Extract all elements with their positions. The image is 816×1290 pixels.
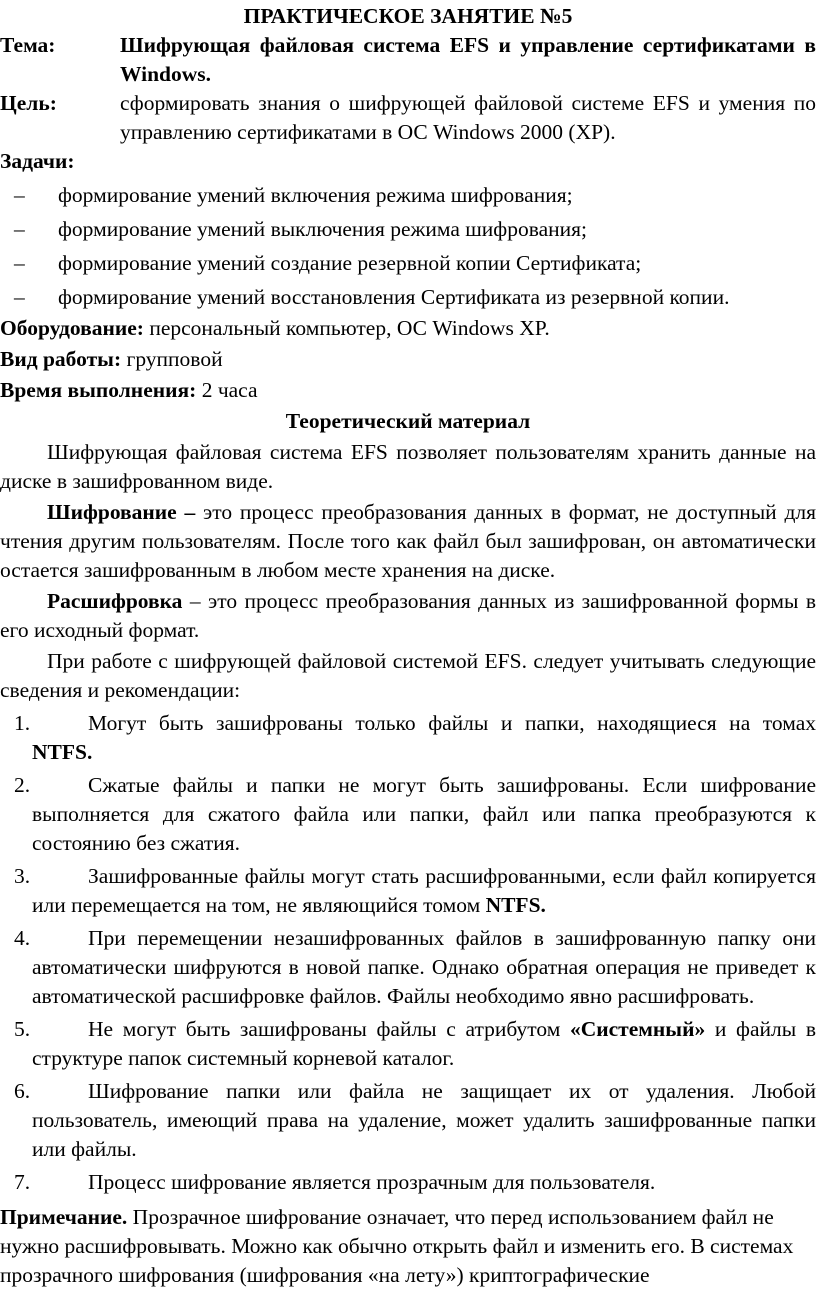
item-number: 6. (14, 1079, 31, 1103)
item-text-main: Шифрование папки или файла не защищает их от удаления. Любой пользователь, имеющий права на удаление, может удалить зашифрованные папки или файлы. (32, 1079, 816, 1161)
recommendation-item (0, 862, 816, 920)
goal-text: сформировать знания о шифрующей файловой системе EFS и умения по управлению сертификатами в ОС Windows 2000 (XP). (120, 91, 816, 144)
theory-paragraph-4: При работе с шифрующей файловой системой EFS. следует учитывать следующие сведения и рекомендации: (0, 649, 816, 702)
note-label: Примечание. (0, 1205, 128, 1229)
tasks-label: Задачи: (0, 149, 75, 173)
theory-paragraph-3 (0, 587, 816, 645)
recommendation-item (0, 1015, 816, 1073)
item-text-bold: «Системный» (569, 1017, 706, 1041)
item-text (32, 1077, 816, 1164)
duration-label: Время выполнения: (0, 378, 197, 402)
encryption-term: Шифрование – (47, 500, 196, 524)
item-number: 1. (14, 711, 31, 735)
item-text-main: Могут быть зашифрованы только файлы и папки, находящиеся на томах (88, 711, 816, 735)
item-number: 2. (14, 773, 31, 797)
decryption-term: Расшифровка (47, 589, 183, 613)
tasks-list (0, 181, 816, 312)
item-text-tail: и файлы в структуре папок системный корневой каталог. (32, 1017, 816, 1070)
recommendation-item (0, 709, 816, 767)
recommendation-item (0, 1168, 816, 1197)
topic-row (0, 31, 816, 89)
theory-paragraph-1: Шифрующая файловая система EFS позволяет пользователям хранить данные на диске в зашифрованном виде. (0, 440, 816, 493)
recommendations-list (0, 709, 816, 1197)
dash-bullet: – (14, 285, 25, 309)
dash-bullet: – (14, 251, 25, 275)
item-number: 4. (14, 926, 31, 950)
item-number: 3. (14, 864, 31, 888)
note-paragraph (0, 1203, 816, 1290)
task-text: формирование умений выключения режима шифрования; (58, 217, 588, 241)
task-item (0, 181, 816, 210)
item-text-bold: NTFS. (485, 893, 546, 917)
task-item (0, 249, 816, 278)
item-text (32, 771, 816, 858)
item-number: 7. (14, 1170, 31, 1194)
item-text (32, 1015, 816, 1073)
item-text (32, 1168, 816, 1197)
task-text: формирование умений восстановления Сертификата из резервной копии. (58, 285, 730, 309)
item-text-main: Не могут быть зашифрованы файлы с атрибутом (88, 1017, 570, 1041)
equipment-label: Оборудование: (0, 316, 144, 340)
duration-text: 2 часа (196, 378, 258, 402)
recommendation-item (0, 924, 816, 1011)
duration-line (0, 376, 816, 405)
task-text: формирование умений создание резервной копии Сертификата; (58, 251, 642, 275)
item-text-main: Процесс шифрование является прозрачным для пользователя. (88, 1170, 656, 1194)
theory-heading: Теоретический материал (285, 409, 531, 433)
work-type-line (0, 345, 816, 374)
equipment-line (0, 314, 816, 343)
item-text (32, 709, 816, 767)
decryption-definition: – это процесс преобразования данных из зашифрованной формы в его исходный формат. (0, 589, 816, 642)
recommendation-item (0, 771, 816, 858)
item-text (32, 924, 816, 1011)
topic-text: Шифрующая файловая система EFS и управление сертификатами в Windows. (120, 33, 816, 86)
dash-bullet: – (14, 183, 25, 207)
theory-paragraph-2 (0, 498, 816, 585)
page-title: ПРАКТИЧЕСКОЕ ЗАНЯТИЕ №5 (243, 4, 573, 28)
item-text-main: При перемещении незашифрованных файлов в зашифрованную папку они автоматически шифруются в новой папке. Однако обратная операция не приведет к автоматической расшифровке файлов. Файлы необходимо явно расшифровать. (32, 926, 816, 1008)
note-text: Прозрачное шифрование означает, что перед использованием файл не нужно расшифровывать. Можно как обычно открыть файл и изменить его. В системах прозрачного шифрования (шифрования «на лету») криптографические (0, 1205, 794, 1287)
document-page (0, 2, 816, 1287)
task-item (0, 283, 816, 312)
recommendation-item (0, 1077, 816, 1164)
task-text: формирование умений включения режима шифрования; (58, 183, 573, 207)
item-text (32, 862, 816, 920)
goal-row (0, 89, 816, 147)
item-text-main: Зашифрованные файлы могут стать расшифрованными, если файл копируется или перемещается на том, не являющийся томом (32, 864, 816, 917)
work-type-label: Вид работы: (0, 347, 122, 371)
equipment-text: персональный компьютер, ОС Windows XP. (143, 316, 550, 340)
item-number: 5. (14, 1017, 31, 1041)
dash-bullet: – (14, 217, 25, 241)
topic-label: Тема: (0, 33, 56, 57)
work-type-text: групповой (121, 347, 223, 371)
item-text-bold: NTFS. (32, 740, 93, 764)
encryption-definition: это процесс преобразования данных в формат, не доступный для чтения другим пользователям. После того как файл был зашифрован, он автоматически остается зашифрованным в любом месте хранения на диске. (0, 500, 816, 582)
item-text-main: Сжатые файлы и папки не могут быть зашифрованы. Если шифрование выполняется для сжатого файла или папки, файл или папка преобразуются к состоянию без сжатия. (32, 773, 816, 855)
task-item (0, 215, 816, 244)
goal-label: Цель: (0, 91, 57, 115)
